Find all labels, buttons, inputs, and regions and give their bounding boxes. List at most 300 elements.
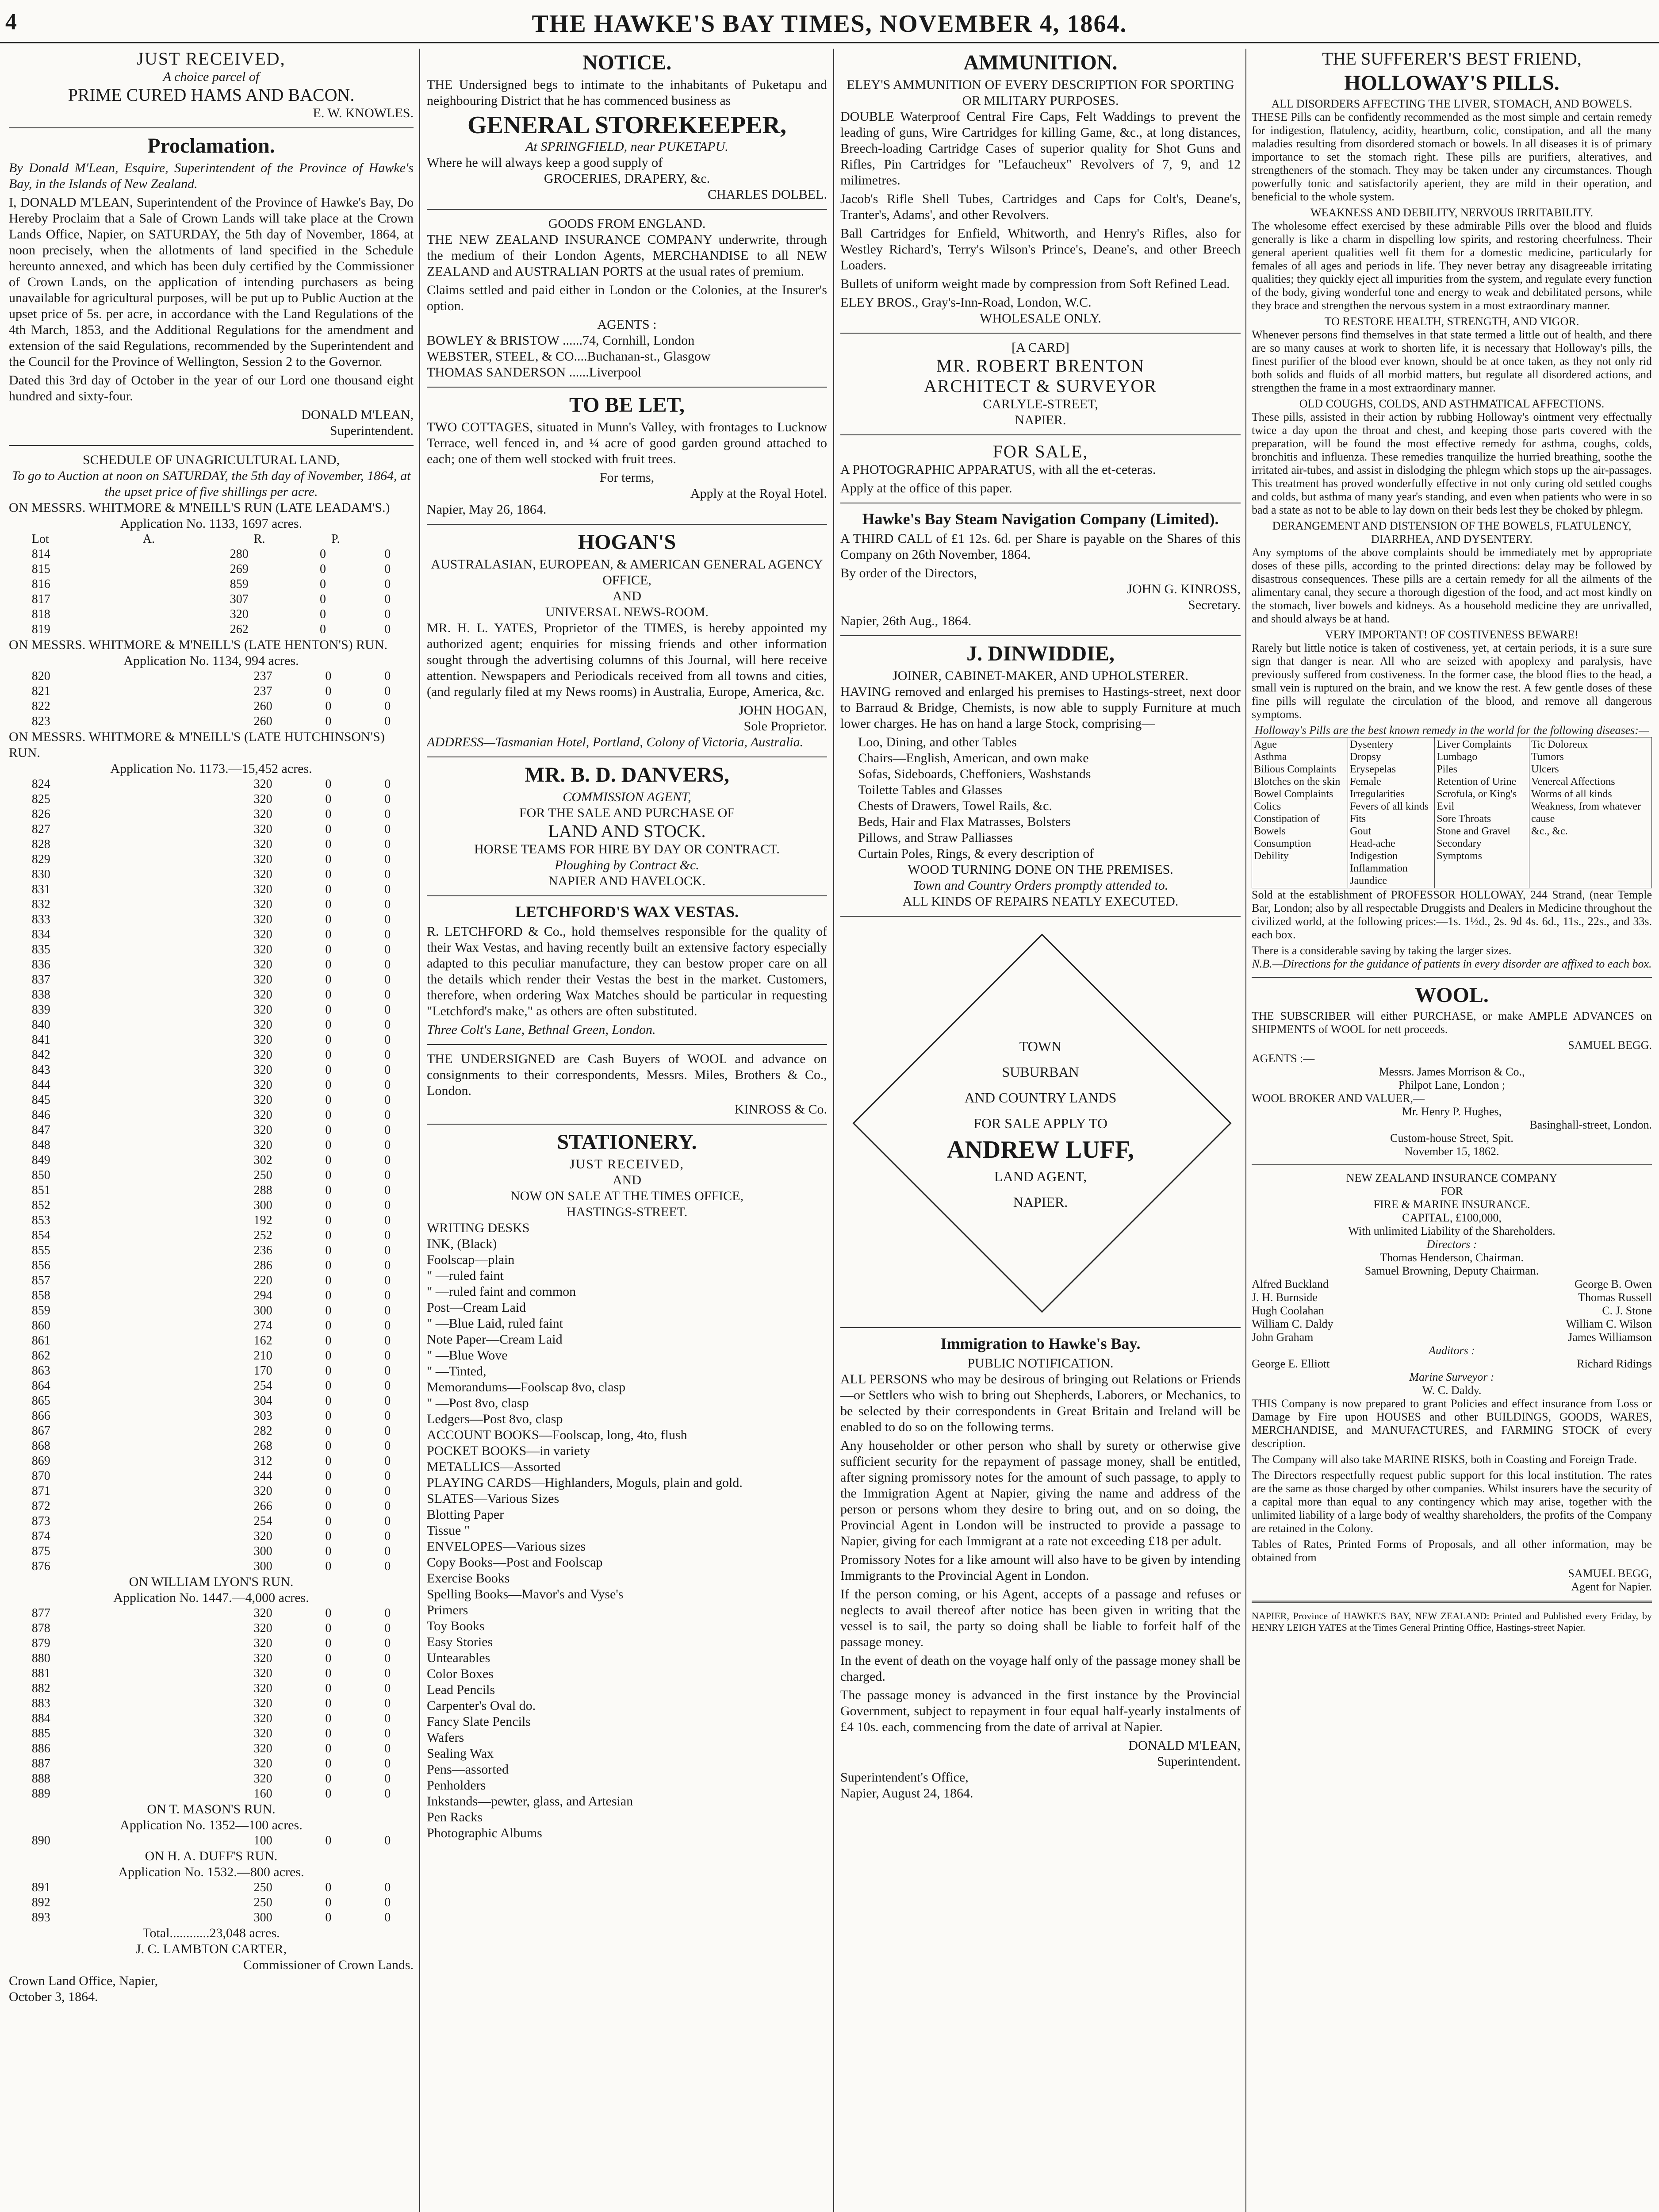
nzi-capital: CAPITAL, £100,000, [1402,1211,1502,1224]
lot-cell: 841 [31,1033,50,1047]
lot-cell: 0 [325,1544,332,1558]
lot-cell: 300 [253,1911,272,1924]
lot-row [29,1198,394,1213]
wool-heading: WOOL. [1415,983,1489,1007]
lot-cell: 0 [319,547,326,561]
lot-cell: 831 [31,883,50,896]
danvers-for: FOR THE SALE AND PURCHASE OF [519,806,735,820]
lot-row [29,882,394,897]
to-let-heading: TO BE LET, [569,393,685,417]
lot-cell: 320 [253,1484,272,1498]
lot-cell: 0 [384,1409,391,1423]
lot-row [29,1726,394,1741]
lots-table [29,1833,394,1848]
lot-cell: 835 [31,943,50,956]
lot-cell: 320 [253,1063,272,1077]
lot-cell: 869 [31,1454,50,1468]
divider [840,635,1241,636]
lot-row [29,1379,394,1394]
divider [840,916,1241,917]
column-1 [9,49,414,2212]
lot-row [29,1318,394,1333]
column-rule [419,49,420,2212]
lot-cell: 825 [31,792,50,806]
lot-row [29,1711,394,1726]
lot-cell: 876 [31,1559,50,1573]
lot-row [29,1273,394,1288]
lot-row [29,1741,394,1756]
hams-line: PRIME CURED HAMS AND BACON. [68,85,355,105]
lot-cell: 0 [384,1214,391,1227]
lot-row [29,807,394,822]
lot-cell: 320 [253,807,272,821]
lot-cell: 0 [325,1259,332,1272]
lot-cell: 0 [384,1667,391,1680]
lot-cell: 0 [384,1469,391,1483]
disease-name: Dropsy [1350,751,1381,763]
lot-cell: 0 [319,577,326,591]
lot-cell: 882 [31,1682,50,1695]
disease-name: Indigestion [1350,850,1398,862]
lot-row [29,1228,394,1243]
lot-cell: 851 [31,1183,50,1197]
danvers-teams: HORSE TEAMS FOR HIRE BY DAY OR CONTRACT. [474,842,780,856]
lot-cell: 842 [31,1048,50,1062]
furniture-item: Chairs—English, American, and own make [858,751,1089,765]
disease-row [1252,737,1652,888]
lot-cell: 0 [384,1742,391,1755]
lot-cell: 0 [325,1183,332,1197]
disease-name: Worms of all kinds [1531,788,1612,800]
lot-cell: 0 [384,898,391,911]
lot-cell: 300 [253,1544,272,1558]
stationery-item: Sealing Wax [427,1746,494,1761]
lot-cell: 0 [384,1138,391,1152]
lot-cell: 210 [253,1349,272,1363]
nzi-para-3: The Directors respectfully request public support for this local institution. The rates are the same as those charged by other companies. Whilst insurers have the security of a capital more than equal to any contingency which may arise, together with the unlimited liability of a large body of wealthy shareholders, the profits of the Company are retained in the Colony. [1252,1469,1652,1535]
lot-cell: 320 [253,853,272,866]
lot-cell: 0 [384,1439,391,1453]
divider [1252,1164,1652,1165]
lot-cell: 0 [325,1697,332,1710]
stationery-item: Lead Pencils [427,1682,495,1697]
schedule-heading: SCHEDULE OF UNAGRICULTURAL LAND, [82,453,340,467]
lot-cell: 320 [253,792,272,806]
director-row [1252,1331,1652,1344]
divider [427,1124,827,1125]
schedule-sub: To go to Auction at noon on SATURDAY, the 5th day of November, 1864, at the upset price of five shillings per acre. [11,469,411,499]
lot-cell: 846 [31,1108,50,1122]
lot-cell: 0 [325,1289,332,1302]
disease-name: Ague [1254,739,1277,750]
lot-row [29,987,394,1002]
ammunition-body-4: Bullets of uniform weight made by compression from Soft Refined Lead. [840,276,1230,291]
goods-claims: Claims settled and paid either in London or the Colonies, at the Insurer's option. [427,283,827,313]
nzi-liability: With unlimited Liability of the Shareholders. [1348,1225,1556,1237]
holloway-section-3: TO RESTORE HEALTH, STRENGTH, AND VIGOR. [1324,315,1579,328]
lot-cell: 320 [253,837,272,851]
lots-header-cell: P. [331,532,340,546]
lot-cell: 814 [31,547,50,561]
lot-row [29,1529,394,1544]
disease-name: Venereal Affections [1531,776,1615,787]
run-heading: ON H. A. DUFF'S RUN. [145,1849,278,1863]
lot-cell: 0 [384,1621,391,1635]
vestas-body: R. LETCHFORD & Co., hold themselves responsible for the quality of their Wax Vestas, and having recently built an extensive factory especially adapted to this peculiar manufacture, they can bestow proper care on all the details which render their Vestas the best in the market. Customers, therefore, when ordering Wax Matches should be particular in requesting "Letchford's make," as others are often substituted. [427,924,827,1018]
lot-cell: 0 [325,1772,332,1786]
lot-cell: 828 [31,837,50,851]
ammunition-heading: AMMUNITION. [963,51,1118,74]
lot-cell: 320 [253,943,272,956]
lot-cell: 260 [253,699,272,713]
lot-cell: 0 [325,1214,332,1227]
lot-cell: 0 [325,714,332,728]
lot-cell: 0 [325,1093,332,1107]
director-row [1252,1278,1652,1291]
lot-cell: 0 [384,853,391,866]
vestas-address: Three Colt's Lane, Bethnal Green, London. [427,1022,656,1037]
lot-cell: 886 [31,1742,50,1755]
lot-cell: 0 [384,1018,391,1032]
lot-cell: 320 [253,868,272,881]
lot-row [29,957,394,972]
lot-cell: 0 [325,1018,332,1032]
lot-cell: 0 [325,1003,332,1017]
lot-row [29,852,394,867]
lot-cell: 0 [319,592,326,606]
lot-cell: 0 [325,1048,332,1062]
stationery-item: ACCOUNT BOOKS—Foolscap, long, 4to, flush [427,1428,687,1442]
immigration-p3: Promissory Notes for a like amount will also have to be given by intending Immigrants to the Provincial Agent in London. [840,1552,1241,1583]
lot-cell: 0 [325,1274,332,1287]
stationery-item: " —Tinted, [427,1364,487,1379]
dinwiddie-list [840,734,1241,862]
lot-cell: 857 [31,1274,50,1287]
lot-cell: 320 [253,1033,272,1047]
disease-name: Erysepelas [1350,764,1396,775]
nzi-deputy: Samuel Browning, Deputy Chairman. [1364,1264,1539,1277]
lot-cell: 0 [384,1606,391,1620]
dinwiddie-heading: J. DINWIDDIE, [966,642,1115,665]
holloway-sold: Sold at the establishment of PROFESSOR HOLLOWAY, 244 Strand, (near Temple Bar, London; also by all respectable Druggists and Dealers in Medicine throughout the civilized world, at the following prices:—1s. 1½d., 2s. 9d 4s. 6d., 11s., 22s., and 33s. each box. [1252,888,1652,941]
lot-cell: 0 [384,883,391,896]
lot-cell: 854 [31,1229,50,1242]
lot-cell: 0 [384,1911,391,1924]
lot-cell: 260 [253,714,272,728]
lot-cell: 0 [384,1424,391,1438]
luff-advert [842,923,1240,1321]
lot-cell: 0 [325,1349,332,1363]
lot-cell: 834 [31,928,50,941]
divider [427,387,827,388]
nzi-para-1: THIS Company is now prepared to grant Policies and effect insurance from Loss or Damage by Fire upon HOUSES and other BUILDINGS, GOODS, WARES, MERCHANDISE, and MANUFACTURES, and FARMING STOCK of every description. [1252,1397,1652,1450]
director-row [1252,1291,1652,1304]
proclamation-dated: Dated this 3rd day of October in the year of our Lord one thousand eight hundred and sixty-four. [9,373,414,403]
lot-cell: 0 [384,1093,391,1107]
lot-cell: 0 [325,669,332,683]
dinwiddie-repairs: ALL KINDS OF REPAIRS NEATLY EXECUTED. [902,894,1179,909]
lot-cell: 0 [384,1379,391,1393]
stationery-item: Untearables [427,1651,490,1665]
lot-row [29,1880,394,1895]
lot-cell: 0 [384,1651,391,1665]
run-heading: ON MESSRS. WHITMORE & M'NEILL'S (LATE HENTON'S) RUN. [9,637,387,652]
lot-cell: 320 [253,973,272,987]
to-let-body: TWO COTTAGES, situated in Munn's Valley, with frontages to Lucknow Terrace, well fenced in, and ¼ acre of good garden ground attached to each; one of them well stocked with fruit trees. [427,420,827,466]
lot-cell: 888 [31,1772,50,1786]
divider [427,524,827,525]
holloway-section-5: DERANGEMENT AND DISTENSION OF THE BOWELS, FLATULENCY, DIARRHEA, AND DYSENTERY. [1272,519,1632,545]
lot-cell: 0 [384,1198,391,1212]
lot-cell: 160 [253,1787,272,1801]
lot-row [29,669,394,684]
lot-cell: 821 [31,684,50,698]
notice-where: Where he will always keep a good supply of [427,155,663,170]
lot-cell: 0 [384,1697,391,1710]
dinwiddie-body: HAVING removed and enlarged his premises to Hastings-street, next door to Barraud & Bridge, Chemists, is now able to supply Furniture at much lower charges. He has on hand a large Stock, comprising— [840,684,1241,731]
furniture-item: Toilette Tables and Glasses [858,783,1003,797]
holloway-para-6: Rarely but little notice is taken of costiveness, yet, at certain periods, it is a sure sure sign that danger is near. All who are seized with apoplexy and paralysis, have previously suffered from costiveness. In the former case, the blood flies to the head, a small vein is ruptured on the brain, and we know the rest. A few gentle doses of these fine pills will regulate the circulation of the blood, and remove all dangerous symptoms. [1252,641,1652,721]
lot-cell: 250 [253,1896,272,1909]
lot-cell: 320 [253,777,272,791]
holloway-para-1: THESE Pills can be confidently recommended as the most simple and certain remedy for indigestion, flatulency, acidity, heartburn, colic, constipation, and all the many maladies resulting from disordered stomach or bowels. In all diseases it is of primary importance to set the stomach right. These pills are purifiers, alteratives, and strengtheners of the stomach. They may be taken under any circumstances. Though powerfully tonic and satisfactorily aperient, they are mild in their operation, and beneficial to the whole system. [1252,111,1652,203]
lot-cell: 266 [253,1499,272,1513]
lot-cell: 837 [31,973,50,987]
lot-cell: 0 [325,1881,332,1894]
lot-cell: 0 [325,883,332,896]
stationery-and: AND [613,1173,641,1187]
stationery-item: " —ruled faint and common [427,1284,576,1299]
nzi-for: FOR [1441,1185,1463,1198]
masthead [0,0,1659,43]
disease-cell [1348,737,1435,888]
nzi-signature: SAMUEL BEGG, [1568,1567,1652,1580]
column-3 [840,49,1241,2212]
ammunition-body-3: Ball Cartridges for Enfield, Whitworth, and Henry's Rifles, also for Westley Richard's, Terry's Wilson's Prince's, Deane's, and other Breech Loaders. [840,226,1241,273]
lot-row [29,1771,394,1786]
lot-cell: 100 [253,1834,272,1847]
lot-cell: 843 [31,1063,50,1077]
lot-row [29,1910,394,1925]
lot-row [29,1514,394,1529]
stationery-jr: JUST RECEIVED, [569,1157,685,1171]
lot-cell: 320 [253,1772,272,1786]
lot-cell: 852 [31,1198,50,1212]
holloway-head-2: HOLLOWAY'S PILLS. [1344,71,1559,95]
card-name: MR. ROBERT BRENTON [936,356,1145,376]
lot-cell: 889 [31,1787,50,1801]
stationery-item: Inkstands—pewter, glass, and Artesian [427,1794,633,1809]
furniture-item: Loo, Dining, and other Tables [858,735,1017,749]
lot-cell: 881 [31,1667,50,1680]
disease-name: Fits [1350,813,1366,825]
stationery-heading: STATIONERY. [557,1130,697,1154]
disease-cell [1529,737,1652,888]
lot-cell: 320 [253,1018,272,1032]
disease-name: Retention of Urine [1437,776,1517,787]
lot-cell: 849 [31,1153,50,1167]
lot-row [29,1168,394,1183]
lot-cell: 829 [31,853,50,866]
for-sale-apply: Apply at the office of this paper. [840,481,1012,495]
run-heading: ON MESSRS. WHITMORE & M'NEILL'S RUN (LATE LEADAM'S.) [9,500,390,515]
agent-line: WEBSTER, STEEL, & CO....Buchanan-st., Glasgow [427,349,711,364]
goods-body: THE NEW ZEALAND INSURANCE COMPANY underwrite, through the medium of their London Agents, MERCHANDISE to all NEW ZEALAND and AUSTRALIAN PORTS at the usual rates of premium. [427,232,827,279]
holloway-section-2: WEAKNESS AND DEBILITY, NERVOUS IRRITABILITY. [1310,206,1594,219]
lot-row [29,562,394,577]
lot-cell: 0 [325,1834,332,1847]
lot-cell: 823 [31,714,50,728]
lot-cell: 254 [253,1379,272,1393]
lot-row [29,1439,394,1454]
director-name: John Graham [1252,1331,1314,1344]
application-line: Application No. 1134, 994 acres. [123,653,299,668]
nzi-auditors [1252,1357,1652,1371]
wool-body: THE SUBSCRIBER will either PURCHASE, or make AMPLE ADVANCES on SHIPMENTS of WOOL for nett proceeds. [1252,1010,1652,1036]
lot-cell: 870 [31,1469,50,1483]
lot-cell: 887 [31,1757,50,1770]
lot-cell: 0 [384,1289,391,1302]
lot-cell: 859 [31,1304,50,1317]
lot-cell: 880 [31,1651,50,1665]
lot-cell: 0 [384,1334,391,1348]
lot-cell: 832 [31,898,50,911]
divider [1252,977,1652,978]
lot-cell: 0 [325,1514,332,1528]
lot-cell: 840 [31,1018,50,1032]
lot-cell: 0 [325,699,332,713]
lot-row [29,792,394,807]
hogan-address: ADDRESS—Tasmanian Hotel, Portland, Colony of Victoria, Australia. [427,735,804,749]
agent-line: THOMAS SANDERSON ......Liverpool [427,365,642,380]
lot-cell: 320 [253,1138,272,1152]
furniture-item: Pillows, and Straw Palliasses [858,830,1013,845]
lot-cell: 0 [384,1772,391,1786]
stationery-item: SLATES—Various Sizes [427,1491,559,1506]
hogan-signature: JOHN HOGAN, [739,703,827,718]
hogan-signature-title: Sole Proprietor. [743,719,827,733]
application-line: Application No. 1532.—800 acres. [118,1865,304,1879]
lot-cell: 0 [384,1896,391,1909]
lot-cell: 250 [253,1881,272,1894]
lot-cell: 274 [253,1319,272,1333]
lot-cell: 0 [384,1033,391,1047]
lot-row [29,1183,394,1198]
lot-cell: 0 [325,1559,332,1573]
immigration-date: Napier, August 24, 1864. [840,1786,973,1801]
lot-row [29,942,394,957]
disease-name: Bowel Complaints [1254,788,1333,800]
director-row [1252,1317,1652,1331]
lot-row [29,972,394,987]
lot-cell: 0 [384,1394,391,1408]
nzi-heading: NEW ZEALAND INSURANCE COMPANY [1346,1171,1558,1184]
stationery-item: Wafers [427,1730,464,1745]
lot-cell: 220 [253,1274,272,1287]
immigration-p5: In the event of death on the voyage half only of the passage money shall be charged. [840,1653,1241,1684]
lot-cell: 838 [31,988,50,1002]
lot-row [29,1666,394,1681]
disease-name: &c., &c. [1531,826,1568,837]
lot-cell: 893 [31,1911,50,1924]
lot-cell: 0 [325,1424,332,1438]
immigration-signature: DONALD M'LEAN, [1128,1738,1241,1753]
lot-row [29,592,394,607]
lot-cell: 0 [384,1244,391,1257]
director-name: Hugh Coolahan [1252,1304,1324,1317]
divider [9,127,414,128]
lot-cell: 819 [31,622,50,636]
lot-cell: 0 [325,1198,332,1212]
proclamation-by: By Donald M'Lean, Esquire, Superintendent of the Province of Hawke's Bay, in the Islands of New Zealand. [9,161,414,191]
nzi-para-4: Tables of Rates, Printed Forms of Proposals, and all other information, may be obtained from [1252,1538,1652,1564]
lot-row [29,699,394,714]
lot-cell: 0 [384,1514,391,1528]
lot-cell: 0 [325,1304,332,1317]
holloway-para-4: These pills, assisted in their action by rubbing Holloway's ointment very effectually twice a day upon the throat and chest, and keeping those parts covered with the preparation, will be found the most effective remedy for asthma, coughs, colds, bronchitis and influenza. These remedies tranquilize the hurried breathing, soothe the irritated air-tubes, and assist in dislodging the phlegm which stops up the air-passages. This treatment has proved wonderfully effective in not only curing old settled coughs and colds, but asthma of many year's standing, and even when patients who were in so bad a state as not to be able to lay down on their beds lest they be choked by phlegm. [1252,411,1652,516]
lot-row [29,1756,394,1771]
lot-cell: 827 [31,822,50,836]
lot-cell: 0 [325,1469,332,1483]
lot-cell: 0 [325,807,332,821]
lot-cell: 0 [384,1757,391,1770]
lot-cell: 0 [384,1544,391,1558]
lot-row [29,1363,394,1379]
lot-cell: 862 [31,1349,50,1363]
lot-row [29,1394,394,1409]
lot-row [29,1138,394,1153]
lot-cell: 320 [253,883,272,896]
stationery-item: Photographic Albums [427,1826,542,1840]
goods-agent-list [427,333,827,380]
carter-date: October 3, 1864. [9,1989,98,2004]
lot-cell: 0 [325,1484,332,1498]
for-sale-body: A PHOTOGRAPHIC APPARATUS, with all the et-ceteras. [840,462,1156,477]
lot-cell: 303 [253,1409,272,1423]
lot-cell: 867 [31,1424,50,1438]
lot-cell: 0 [325,1439,332,1453]
director-name: Thomas Russell [1578,1291,1652,1304]
lot-row [29,1093,394,1108]
to-let-apply: Apply at the Royal Hotel. [690,486,827,501]
lot-row [29,1288,394,1303]
divider [840,1327,1241,1328]
nzi-kind: FIRE & MARINE INSURANCE. [1373,1198,1530,1211]
lot-cell: 192 [253,1214,272,1227]
stationery-item: " —ruled faint [427,1268,504,1283]
lot-cell: 0 [325,822,332,836]
ammunition-body-1: DOUBLE Waterproof Central Fire Caps, Felt Waddings to prevent the leading of guns, Wire Cartridges for killing Game, &c., at long distances, Breech-loading Cartridge Cases of superior quality for Shot Guns and Rifles, Pin Cartridges for "Lefaucheux" Revolvers of 7, 9, and 12 milimetres. [840,109,1241,188]
disease-name: Secondary Symptoms [1437,838,1482,862]
lot-row [29,1651,394,1666]
dinwiddie-orders: Town and Country Orders promptly attended to. [912,878,1169,893]
lot-cell: 0 [384,1529,391,1543]
notice-place: At SPRINGFIELD, near PUKETAPU. [525,139,728,154]
lot-cell: 0 [325,898,332,911]
notice-heading: NOTICE. [582,51,672,74]
lot-cell: 891 [31,1881,50,1894]
lot-row [29,1895,394,1910]
stationery-item: ENVELOPES—Various sizes [427,1539,586,1554]
wool-agent-1b: Philpot Lane, London ; [1398,1079,1506,1091]
director-row [1252,1304,1652,1317]
stationery-item: Carpenter's Oval do. [427,1698,536,1713]
nzi-signature-title: Agent for Napier. [1571,1580,1652,1593]
notice-trade: GENERAL STOREKEEPER, [467,111,786,139]
lot-cell: 856 [31,1259,50,1272]
holloway-section-4: OLD COUGHS, COLDS, AND ASTHMATICAL AFFECTIONS. [1299,397,1605,410]
lot-cell: 320 [253,1093,272,1107]
